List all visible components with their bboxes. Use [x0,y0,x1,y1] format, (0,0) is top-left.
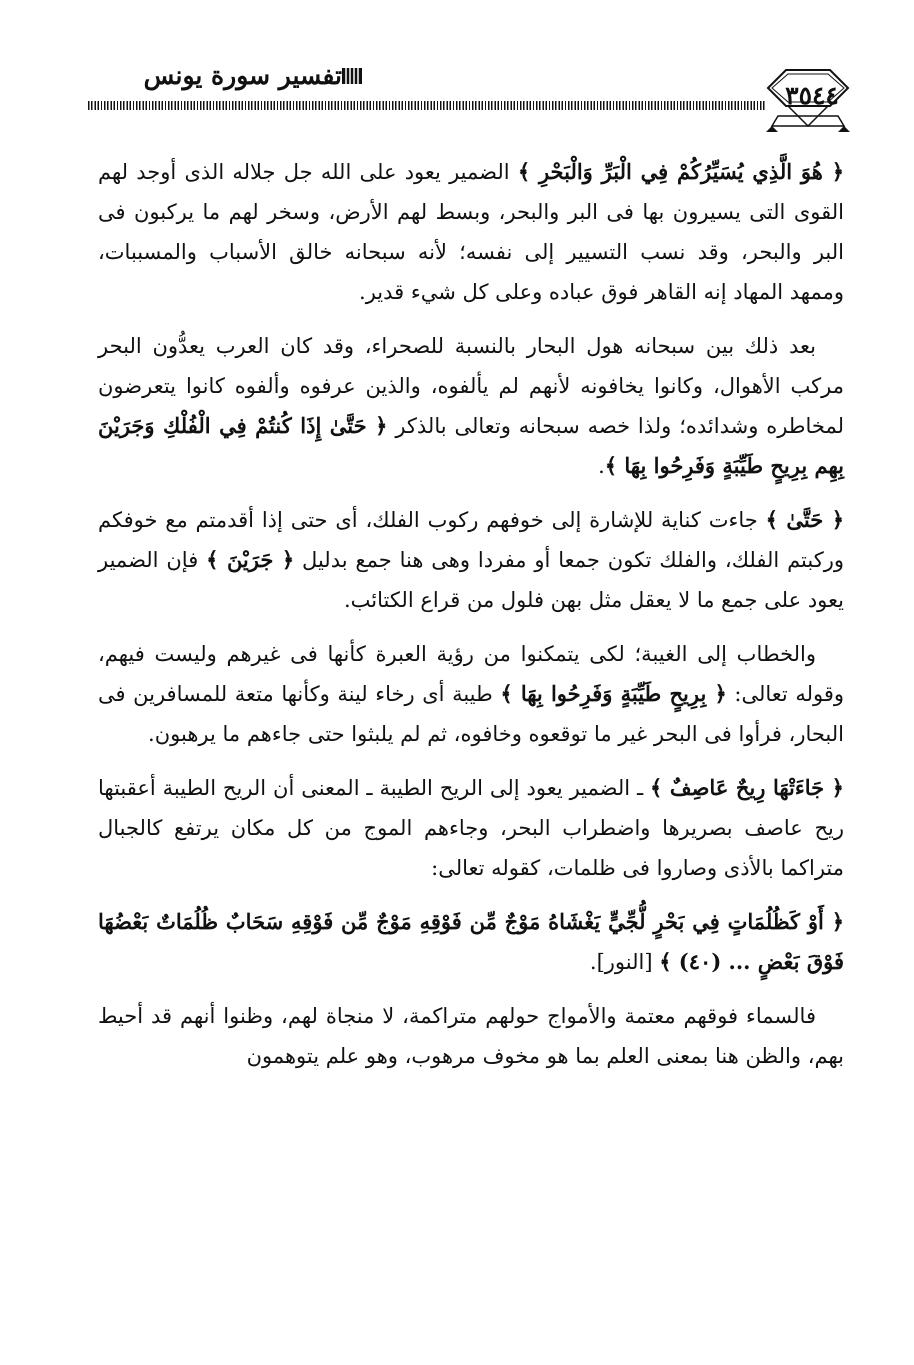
paragraph [98,326,844,486]
quran-quote: ﴿ حَتَّىٰ إِذَا كُنتُمْ فِي الْفُلْكِ وَجَرَيْنَ بِهِم بِرِيحٍ طَيِّبَةٍ وَفَرِحُوا بِهَا ﴾ [98,413,844,478]
paragraph [98,500,844,620]
paragraph [98,768,844,888]
ornament-icon [340,66,364,86]
commentary-text: جاءت كناية للإشارة إلى خوفهم ركوب الفلك، أى حتى إذا أقدمتم مع خوفكم وركبتم الفلك، والفلك تكون جمعا أو مفردا وهى هنا جمع بدليل [98,508,845,572]
commentary-text: الضمير يعود على الله جل جلاله الذى أوجد لهم القوى التى يسيرون بها فى البر والبحر، وبسط لهم الأرض، وسخر لهم ما يركبون فى البر والبحر، وقد نسب التسيير إلى نفسه؛ لأنه سبحانه خالق الأسباب والمسببات، وممهد المهاد إنه القاهر فوق عباده وعلى كل شيء قدير. [98,160,844,304]
running-title: تفسير سورة يونس [143,61,342,90]
commentary-text: بعد ذلك بين سبحانه هول البحار بالنسبة للصحراء، وقد كان العرب يعدُّون البحر مركب الأهوال، وكانوا يخافونه لأنهم لم يألفوه، والذين عرفوه وألفوه كانوا يتعرضون لمخاطره وشدائده؛ ولذا خصه سبحانه وتعالى بالذكر [98,334,845,438]
page-header [0,0,914,150]
paragraph [98,152,844,312]
commentary-text: ـ الضمير يعود إلى الريح الطيبة ـ المعنى أن الريح الطيبة أعقبتها ريح عاصف بصريرها واضطراب البحر، وجاءهم الموج من كل مكان يرتفع كالجبال متراكما بالأذى وصاروا فى ظلمات، كقوله تعالى: [98,776,844,880]
paragraph [98,634,844,754]
quran-quote: ﴿ حَتَّىٰ ﴾ [765,507,844,532]
quran-quote: ﴿ هُوَ الَّذِي يُسَيِّرُكُمْ فِي الْبَرِّ وَالْبَحْرِ ﴾ [517,159,844,184]
header-rule [88,101,766,110]
commentary-text: طيبة أى رخاء لينة وكأنها متعة للمسافرين فى البحار، فرأوا فى البحر غير ما توقعوه وخافوه، ثم لم يلبثوا حتى جاءهم ما يرهبون. [98,682,844,746]
commentary-text: فإن الضمير يعود على جمع ما لا يعقل مثل بهن فلول من قراع الكتائب. [98,548,844,612]
quran-quote: ﴿ بِرِيحٍ طَيِّبَةٍ وَفَرِحُوا بِهَا ﴾ [500,681,727,706]
paragraph [98,902,844,982]
quran-quote: ﴿ أَوْ كَظُلُمَاتٍ فِي بَحْرٍ لُّجِّيٍّ يَغْشَاهُ مَوْجٌ مِّن فَوْقِهِ مَوْجٌ مِّن فَوْقِهِ سَحَابٌ ظُلُمَاتٌ بَعْضُهَا فَوْقَ بَعْضٍ ... (٤٠) ﴾ [98,909,844,974]
commentary-text: والخطاب إلى الغيبة؛ لكى يتمكنوا من رؤية العبرة كأنها فى غيرهم وليست فيهم، وقوله تعالى: [98,642,844,706]
quran-quote: ﴿ جَرَيْنَ ﴾ [206,547,295,572]
quran-quote: ﴿ جَاءَتْهَا رِيحٌ عَاصِفٌ ﴾ [650,775,844,800]
page-number: ٣٥٤٤ [785,81,839,110]
paragraph [98,996,844,1076]
body-text [98,152,844,1090]
commentary-text: [النور]. [589,950,660,974]
commentary-text: فالسماء فوقهم معتمة والأمواج حولهم متراكمة، لا منجاة لهم، وظنوا أنهم قد أحيط بهم، والظن هنا بمعنى العلم بما هو مخوف مرهوب، وهو علم يتوهمون [98,1004,844,1068]
commentary-text: . [598,454,605,478]
